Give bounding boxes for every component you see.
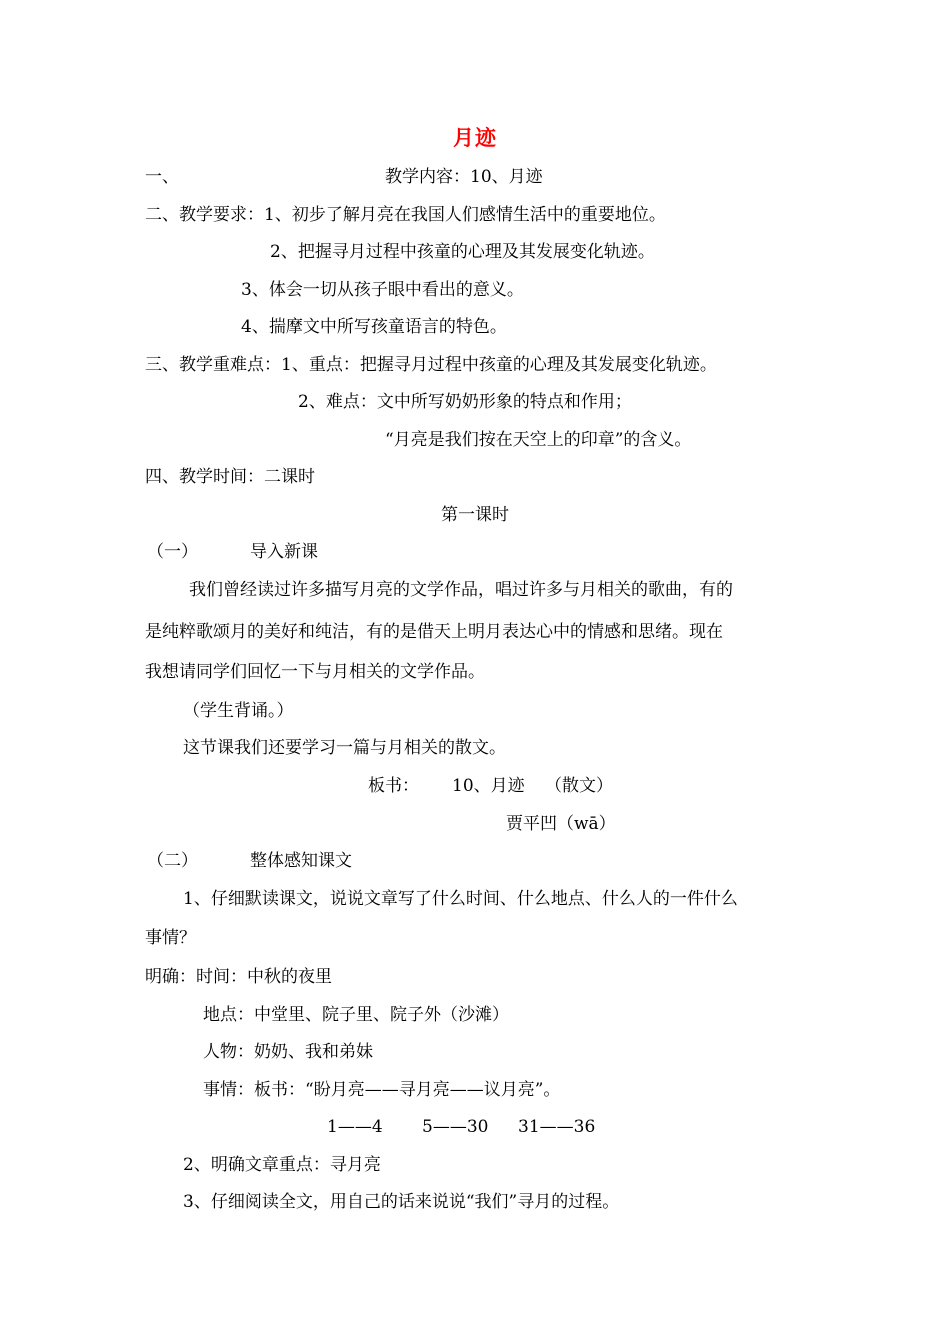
paragraph-range-2: 5——30 bbox=[422, 1117, 489, 1137]
part-1-paragraph-line-1: 我们曾经读过许多描写月亮的文学作品，唱过许多与月相关的歌曲，有的 bbox=[189, 580, 733, 600]
board-genre: （散文） bbox=[545, 776, 613, 796]
part-1-paragraph-line-3: 我想请同学们回忆一下与月相关的文学作品。 bbox=[145, 662, 485, 682]
part-1-paragraph-line-2: 是纯粹歌颂月的美好和纯洁，有的是借天上明月表达心中的情感和思绪。现在 bbox=[145, 622, 723, 642]
answer-time: 明确：时间：中秋的夜里 bbox=[145, 967, 332, 987]
question-2: 2、明确文章重点：寻月亮 bbox=[183, 1155, 381, 1175]
paragraph-range-3: 31——36 bbox=[518, 1117, 596, 1137]
document-title: 月迹 bbox=[453, 126, 497, 150]
section-2-item-3: 3、体会一切从孩子眼中看出的意义。 bbox=[241, 280, 524, 300]
section-1-number: 一、 bbox=[145, 167, 179, 187]
part-1-title: 导入新课 bbox=[250, 542, 318, 562]
section-3-item-2: 2、难点：文中所写奶奶形象的特点和作用； bbox=[298, 392, 632, 412]
question-1-line-1: 1、仔细默读课文，说说文章写了什么时间、什么地点、什么人的一件什么 bbox=[183, 889, 738, 909]
part-1-intro: 这节课我们还要学习一篇与月相关的散文。 bbox=[183, 738, 506, 758]
section-2-lead: 二、教学要求：1、初步了解月亮在我国人们感情生活中的重要地位。 bbox=[145, 205, 666, 225]
part-2-number: （二） bbox=[147, 851, 198, 871]
answer-place: 地点：中堂里、院子里、院子外（沙滩） bbox=[203, 1005, 509, 1025]
paragraph-range-1: 1——4 bbox=[327, 1117, 383, 1137]
section-4-text: 四、教学时间：二课时 bbox=[145, 467, 315, 487]
question-3: 3、仔细阅读全文，用自己的话来说说“我们”寻月的过程。 bbox=[183, 1192, 620, 1212]
answer-event: 事情：板书：“盼月亮——寻月亮——议月亮”。 bbox=[203, 1080, 561, 1100]
part-1-note: （学生背诵。） bbox=[183, 701, 294, 721]
board-label: 板书： bbox=[368, 776, 419, 796]
section-3-item-3: “月亮是我们按在天空上的印章”的含义。 bbox=[385, 430, 692, 450]
lesson-1-heading: 第一课时 bbox=[441, 505, 509, 525]
answer-people: 人物：奶奶、我和弟妹 bbox=[203, 1042, 373, 1062]
board-author: 贾平凹（wā） bbox=[506, 814, 616, 834]
part-1-number: （一） bbox=[147, 542, 198, 562]
part-2-title: 整体感知课文 bbox=[250, 851, 352, 871]
section-2-item-4: 4、揣摩文中所写孩童语言的特色。 bbox=[241, 317, 507, 337]
section-2-item-2: 2、把握寻月过程中孩童的心理及其发展变化轨迹。 bbox=[270, 242, 655, 262]
section-3-lead: 三、教学重难点：1、重点：把握寻月过程中孩童的心理及其发展变化轨迹。 bbox=[145, 355, 717, 375]
question-1-line-2: 事情？ bbox=[145, 928, 196, 948]
board-title: 10、月迹 bbox=[452, 776, 525, 796]
section-1-text: 教学内容：10、月迹 bbox=[385, 167, 543, 187]
